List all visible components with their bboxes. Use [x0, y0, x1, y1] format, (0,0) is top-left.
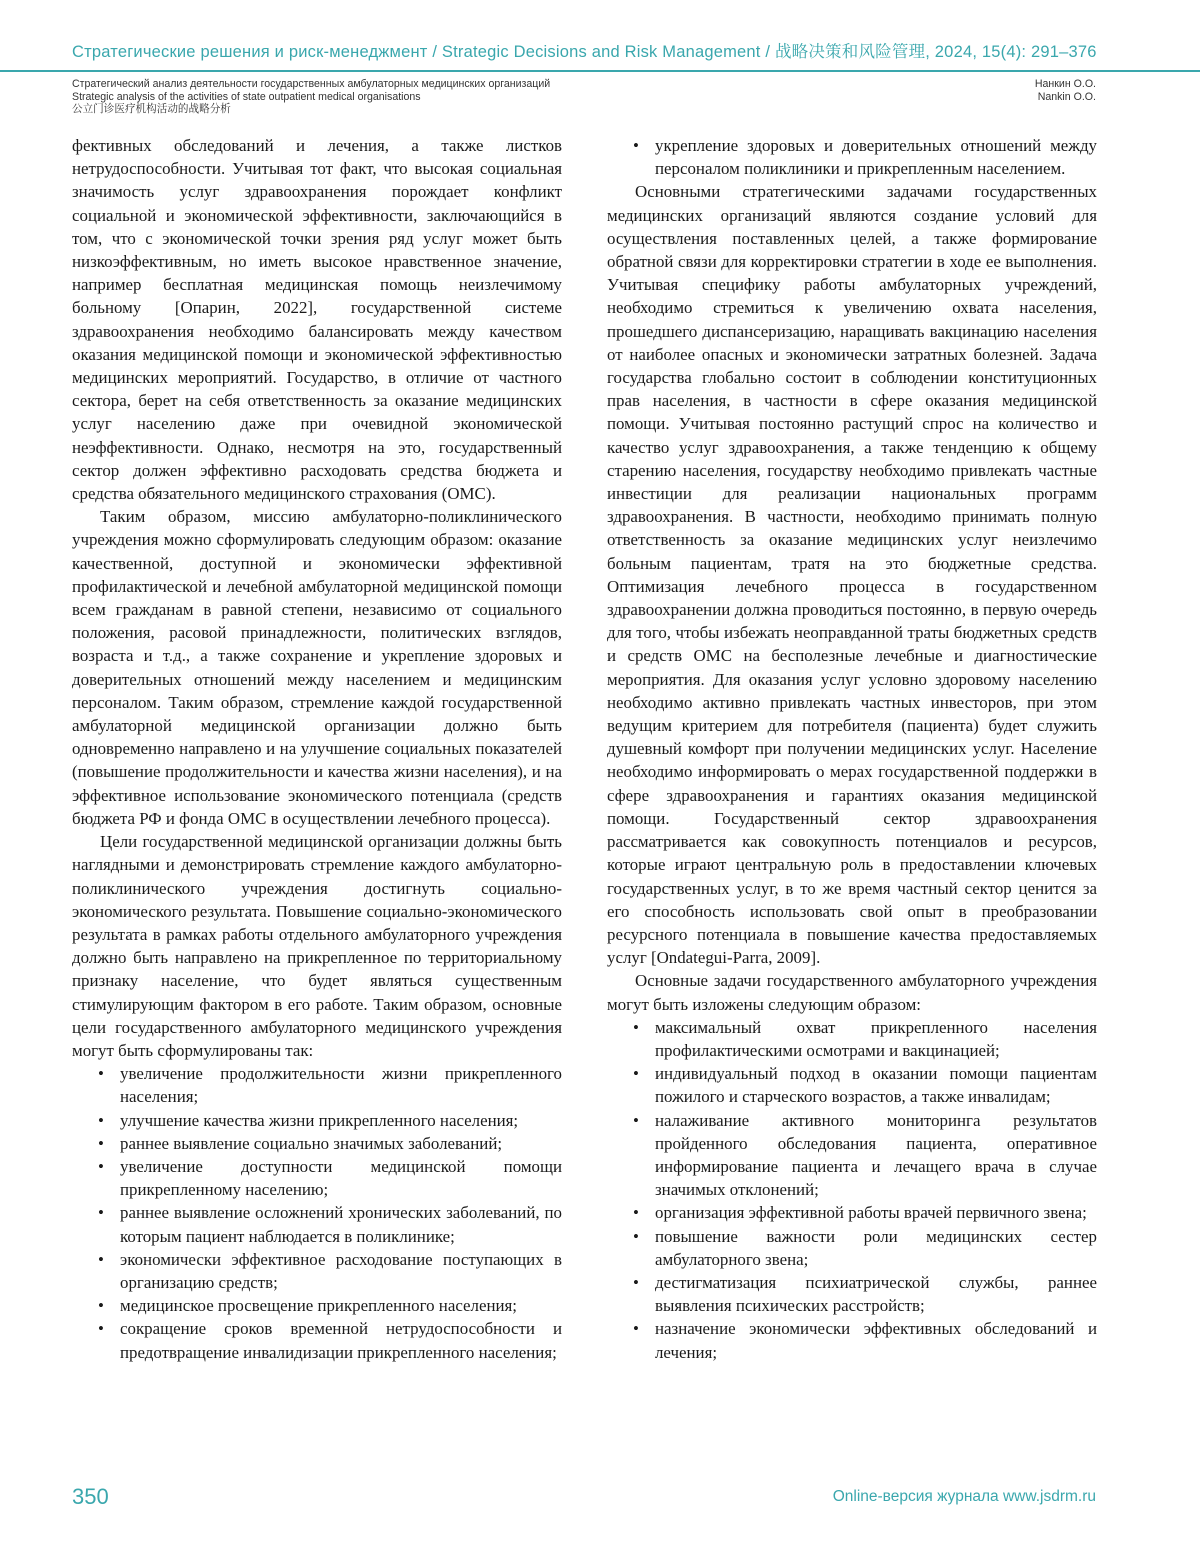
list-item: • улучшение качества жизни прикрепленного населения;: [72, 1109, 562, 1132]
list-item: • организация эффективной работы врачей первичного звена;: [607, 1201, 1097, 1224]
paragraph: Основными стратегическими задачами государственных медицинских организаций являются создание условий для осуществления поставленных целей, а также формирование обратной связи для корректировки стратегии в ходе ее выполнения. Учитывая специфику работы амбулаторных учреждений, необходимо стремиться к увеличению охвата населения, прошедшего диспансеризацию, наращивать вакцинацию населения от наиболее опасных и экономически затратных болезней. Задача государства глобально состоит в соблюдении конституционных прав населения, в частности в сфере оказания медицинской помощи. Учитывая постоянно растущий спрос на количество и качество услуг здравоохранения, а также тенденцию к общему старению населения, государству необходимо привлекать частные инвестиции для реализации национальных программ здравоохранения. В частности, необходимо принимать полную ответственность за оказание медицинских услуг неизлечимо больным пациентам, тратя на это бюджетные средства. Оптимизация лечебного процесса в государственном здравоохранении должна проводиться постоянно, в первую очередь для того, чтобы избежать неоправданной траты бюджетных средств и средств ОМС на бесполезные лечебные и диагностические мероприятия. Для оказания услуг условно здоровому населению необходимо активно привлекать частных инвесторов, при этом ведущим критерием для потребителя (пациента) будет служить душевный комфорт при получении медицинских услуг. Население необходимо информировать о мерах государственной поддержки в сфере здравоохранения и гарантиях оказания медицинской помощи. Государственный сектор здравоохранения рассматривается как совокупность потенциалов и ресурсов, которые играют центральную роль в предоставлении ключевых государственных услуг, в то же время частный сектор ценится за его способность использовать свой опыт в преобразовании ресурсного потенциала в повышение качества предоставляемых услуг [Ondategui-Parra, 2009].: [607, 182, 1097, 968]
article-title-zh: 公立门诊医疗机构活动的战略分析: [72, 103, 231, 115]
list-item: • медицинское просвещение прикрепленного населения;: [72, 1294, 562, 1317]
right-column: [607, 134, 1097, 1364]
paragraph: Таким образом, миссию амбулаторно-поликлинического учреждения можно сформулировать следующим образом: оказание качественной, доступной и экономически эффективной профилактической и лечебной амбулаторной медицинской помощи всем гражданам в равной степени, независимо от социального положения, расовой принадлежности, политических взглядов, возраста и т.д., а также сохранение и укрепление здоровых и доверительных отношений между населением и медицинским персоналом. Таким образом, стремление каждой государственной амбулаторной медицинской организации должно быть одновременно направлено и на улучшение социальных показателей (повышение продолжительности и качества жизни населения), и на эффективное использование экономического потенциала (средств бюджета РФ и фонда ОМС в осуществлении лечебного процесса).: [72, 507, 562, 828]
author-block: [1035, 78, 1096, 103]
list-item: • назначение экономически эффективных обследований и лечения;: [607, 1317, 1097, 1363]
paragraph: Основные задачи государственного амбулаторного учреждения могут быть изложены следующим образом:: [607, 971, 1097, 1014]
tasks-list: [607, 1016, 1097, 1364]
left-column: [72, 134, 562, 1364]
article-title-block: [72, 78, 550, 116]
list-item: • сокращение сроков временной нетрудоспособности и предотвращение инвалидизации прикрепленного населения;: [72, 1317, 562, 1363]
goals-list: [72, 1062, 562, 1364]
list-item: • укрепление здоровых и доверительных отношений между персоналом поликлиники и прикрепленным населением.: [607, 134, 1097, 180]
goals-list-continued: [607, 134, 1097, 180]
list-item: • дестигматизация психиатрической службы, раннее выявления психических расстройств;: [607, 1271, 1097, 1317]
list-item: • увеличение доступности медицинской помощи прикрепленному населению;: [72, 1155, 562, 1201]
header-rule: [0, 70, 1200, 72]
article-title-ru: Стратегический анализ деятельности государственных амбулаторных медицинских организаций: [72, 78, 551, 90]
article-title-en: Strategic analysis of the activities of state outpatient medical organisations: [72, 90, 421, 103]
list-item: • индивидуальный подход в оказании помощи пациентам пожилого и старческого возрастов, а также инвалидам;: [607, 1062, 1097, 1108]
author-en: Nankin O.O.: [1037, 90, 1096, 103]
list-item: • экономически эффективное расходование поступающих в организацию средств;: [72, 1248, 562, 1294]
list-item: • раннее выявление осложнений хронических заболеваний, по которым пациент наблюдается в поликлинике;: [72, 1201, 562, 1247]
list-item: • увеличение продолжительности жизни прикрепленного населения;: [72, 1062, 562, 1108]
paragraph: фективных обследований и лечения, а также листков нетрудоспособности. Учитывая тот факт, что высокая социальная значимость услуг здравоохранения порождает конфликт социальной и экономической эффективности, заключающийся в том, что с экономической точки зрения ряд услуг может быть низкоэффективным, но иметь высокое нравственное значение, например бесплатная медицинская помощь неизлечимому больному [Опарин, 2022], государственной системе здравоохранения необходимо балансировать между качеством оказания медицинской помощи и экономической эффективностью медицинских мероприятий. Государство, в отличие от частного сектора, берет на себя ответственность за оказание медицинских услуг населению даже при очевидной экономической неэффективности. Однако, несмотря на это, государственный сектор должен эффективно расходовать средства бюджета и средства обязательного медицинского страхования (ОМС).: [72, 136, 562, 504]
list-item: • налаживание активного мониторинга результатов пройденного обследования пациента, оперативное информирование пациента и лечащего врача в случае значимых отклонений;: [607, 1109, 1097, 1202]
author-ru: Нанкин О.О.: [1034, 78, 1096, 90]
journal-header: Стратегические решения и риск-менеджмент / Strategic Decisions and Risk Management / 战略决策和风险管理, 2024, 15(4): 291–376: [72, 43, 1097, 61]
footer-site-link[interactable]: Online-версия журнала www.jsdrm.ru: [832, 1488, 1096, 1505]
list-item: • повышение важности роли медицинских сестер амбулаторного звена;: [607, 1225, 1097, 1271]
page-number: 350: [72, 1484, 109, 1509]
paragraph: Цели государственной медицинской организации должны быть наглядными и демонстрировать стремление каждого амбулаторно-поликлинического учреждения достигнуть социально-экономического результата. Повышение социально-экономического результата в рамках работы отдельного амбулаторного учреждения должно быть направлено на прикрепленное по территориальному признаку население, что будет являться существенным стимулирующим фактором в его работе. Таким образом, основные цели государственного амбулаторного медицинского учреждения могут быть сформулированы так:: [72, 832, 562, 1060]
list-item: • раннее выявление социально значимых заболеваний;: [72, 1132, 562, 1155]
list-item: • максимальный охват прикрепленного населения профилактическими осмотрами и вакцинацией;: [607, 1016, 1097, 1062]
